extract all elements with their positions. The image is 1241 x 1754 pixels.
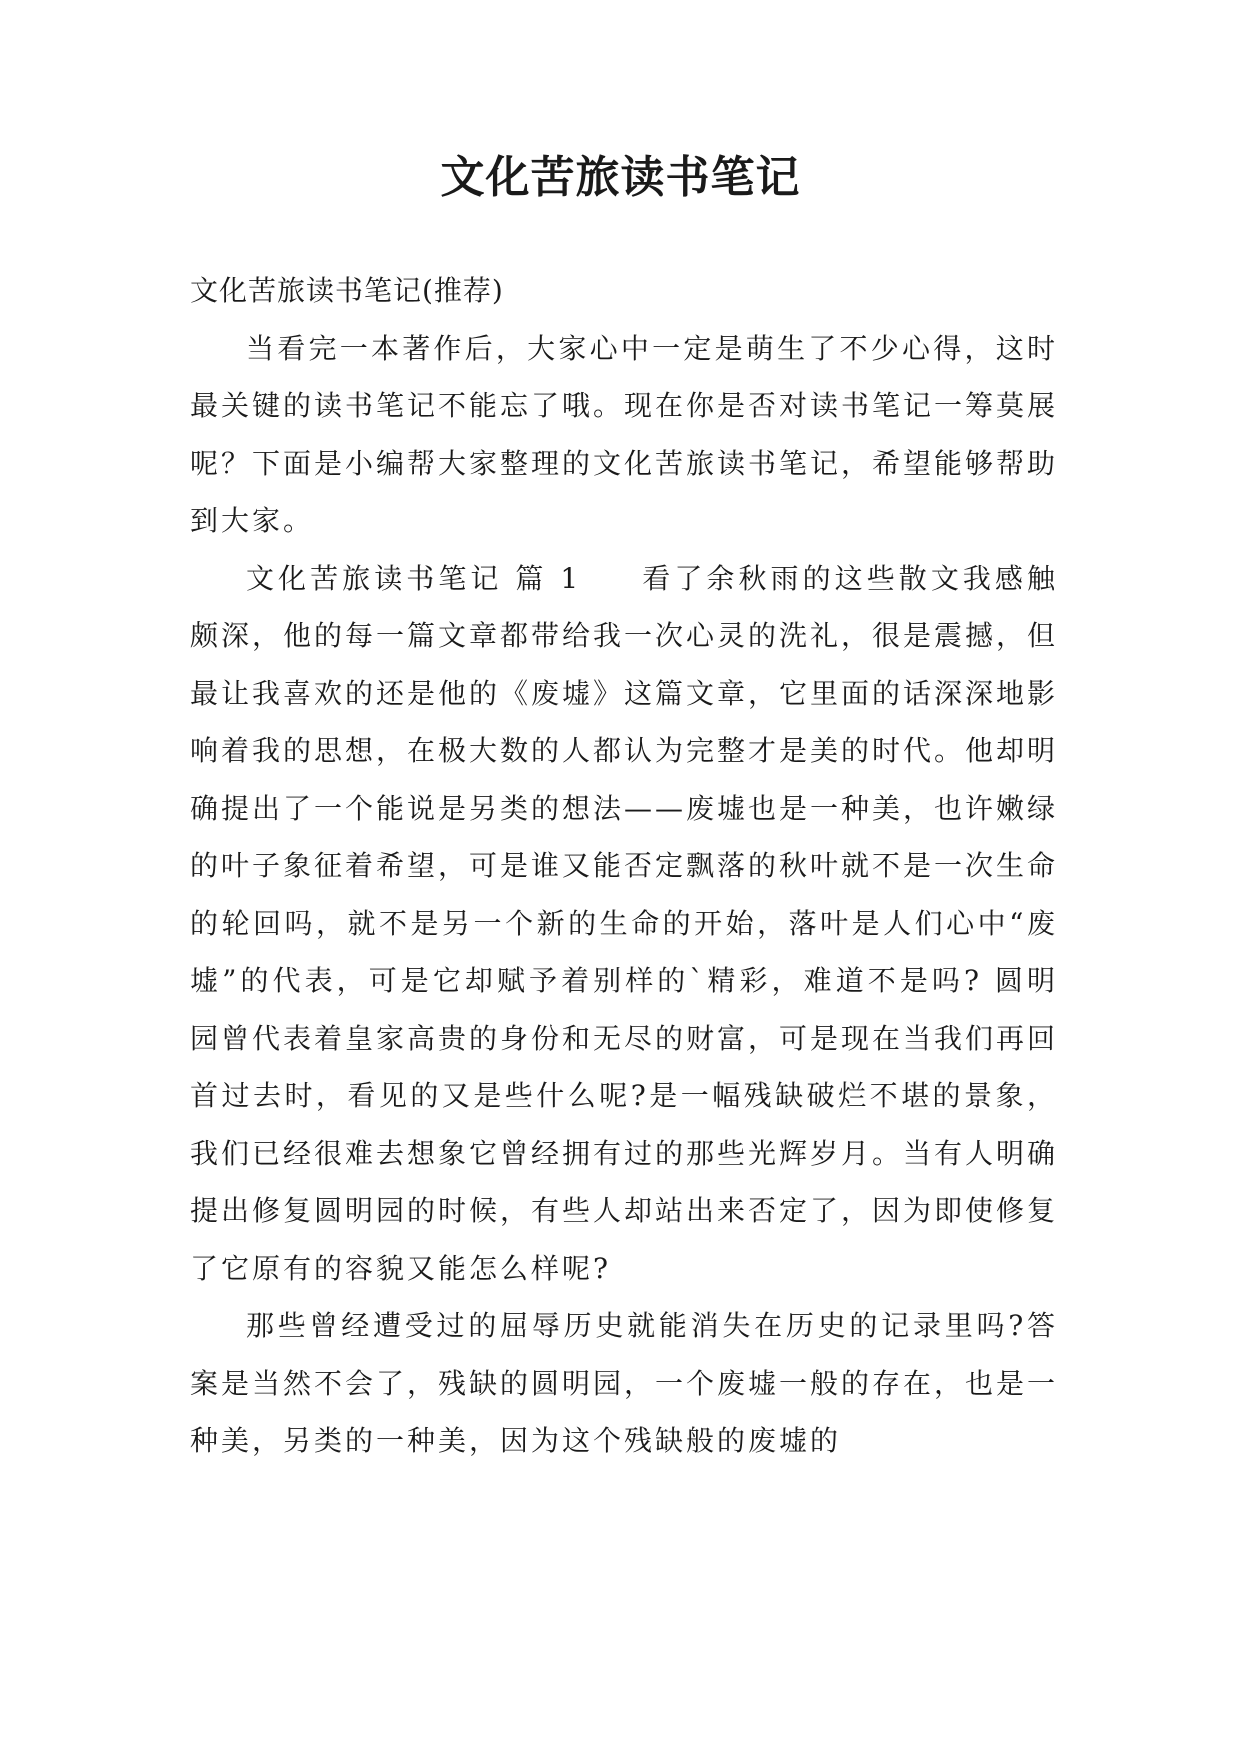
intro-paragraph: 当看完一本著作后，大家心中一定是萌生了不少心得，这时最关键的读书笔记不能忘了哦。现在你是否对读书笔记一筹莫展呢？下面是小编帮大家整理的文化苦旅读书笔记，希望能够帮助到大家。 [190, 331, 1059, 537]
paragraph-2: 那些曾经遭受过的屈辱历史就能消失在历史的记录里吗?答案是当然不会了，残缺的圆明园，一个废墟一般的存在，也是一种美，另类的一种美，因为这个残缺般的废墟的 [190, 1309, 1059, 1457]
document-subtitle: 文化苦旅读书笔记(推荐) [190, 274, 504, 307]
section-heading: 文化苦旅读书笔记 篇 1 [246, 561, 582, 595]
document-body [190, 262, 1058, 1470]
section-1-paragraph [190, 550, 1058, 1298]
section-body: 看了余秋雨的这些散文我感触颇深，他的每一篇文章都带给我一次心灵的洗礼，很是震撼，但最让我喜欢的还是他的《废墟》这篇文章，它里面的话深深地影响着我的思想，在极大数的人都认为完整才是美的时代。他却明确提出了一个能说是另类的想法——废墟也是一种美，也许嫩绿的叶子象征着希望，可是谁又能否定飘落的秋叶就不是一次生命的轮回吗，就不是另一个新的生命的开始，落叶是人们心中“废墟”的代表，可是它却赋予着别样的`精彩，难道不是吗? 圆明园曾代表着皇家高贵的身份和无尽的财富，可是现在当我们再回首过去时，看见的又是些什么呢?是一幅残缺破烂不堪的景象，我们已经很难去想象它曾经拥有过的那些光辉岁月。当有人明确提出修复圆明园的时候，有些人却站出来否定了，因为即使修复了它原有的容貌又能怎么样呢? [190, 561, 1059, 1285]
document-title: 文化苦旅读书笔记 [440, 152, 801, 203]
